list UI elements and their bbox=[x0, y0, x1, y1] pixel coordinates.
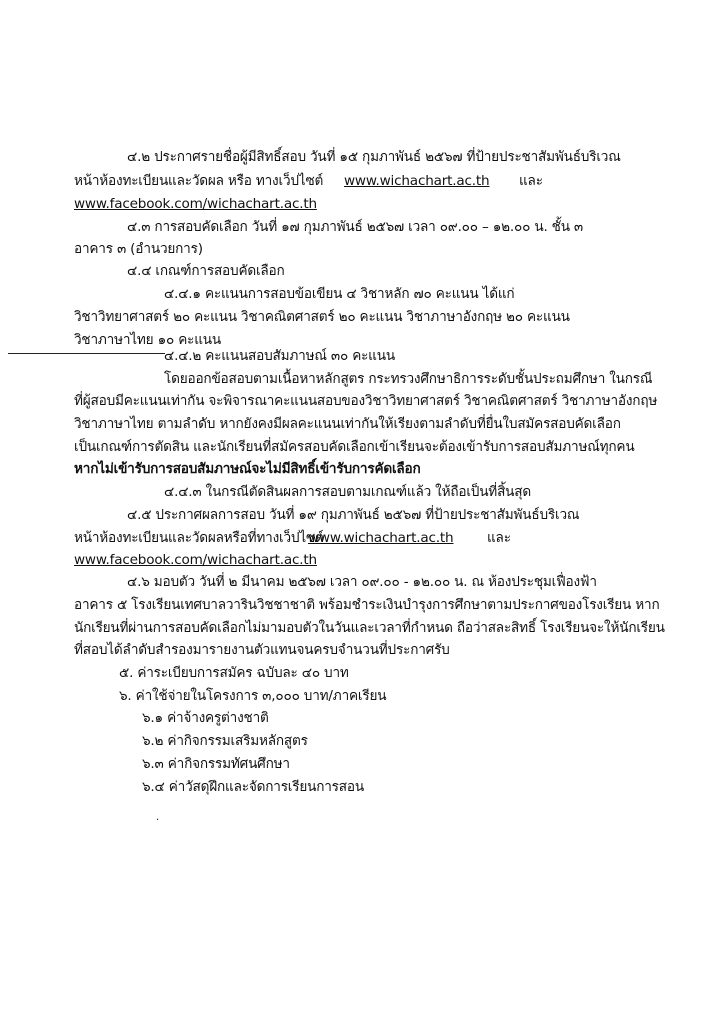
text-line: ๔.๒ ประกาศรายชื่อผู้มีสิทธิ์สอบ วันที่ ๑๕ กุมภาพันธ์ ๒๕๖๗ ที่ป้ายประชาสัมพันธ์บริเวณ bbox=[127, 149, 621, 165]
list-item: ๖.๓ ค่ากิจกรรมทัศนศึกษา bbox=[142, 756, 290, 772]
link-facebook[interactable]: www.facebook.com/wichachart.ac.th bbox=[74, 196, 317, 212]
text-line: และ bbox=[487, 530, 511, 546]
text-line: ที่สอบได้ลำดับสำรองมารายงานตัวแทนจนครบจำนวนที่ประกาศรับ bbox=[74, 642, 450, 658]
link-website[interactable]: www.wichachart.ac.th bbox=[308, 530, 454, 546]
text-line: ๔.๔.๓ ในกรณีตัดสินผลการสอบตามเกณฑ์แล้ว ให้ถือเป็นที่สิ้นสุด bbox=[164, 484, 531, 500]
text-line: ๔.๕ ประกาศผลการสอบ วันที่ ๑๙ กุมภาพันธ์ ๒๕๖๗ ที่ป้ายประชาสัมพันธ์บริเวณ bbox=[127, 507, 580, 523]
text-line: ที่ผู้สอบมีคะแนนเท่ากัน จะพิจารณาคะแนนสอบของวิชาวิทยาศาสตร์ วิชาคณิตศาสตร์ วิชาภาษาอังกฤษ bbox=[74, 393, 658, 409]
text-line: ๔.๓ การสอบคัดเลือก วันที่ ๑๗ กุมภาพันธ์ ๒๕๖๗ เวลา ๐๙.๐๐ – ๑๒.๐๐ น. ชั้น ๓ bbox=[127, 219, 584, 235]
list-item: ๖.๒ ค่ากิจกรรมเสริมหลักสูตร bbox=[142, 733, 308, 749]
text-line: อาคาร ๕ โรงเรียนเทศบาลวารินวิชชาชาติ พร้อมชำระเงินบำรุงการศึกษาตามประกาศของโรงเรียน หาก bbox=[74, 597, 660, 613]
text-line: นักเรียนที่ผ่านการสอบคัดเลือกไม่มามอบตัวในวันและเวลาที่กำหนด ถือว่าสละสิทธิ์ โรงเรียนจะให้นักเรียน bbox=[74, 620, 665, 636]
text-line: วิชาภาษาไทย ตามลำดับ หากยังคงมีผลคะแนนเท่ากันให้เรียงตามลำดับที่ยื่นใบสมัครสอบคัดเลือก bbox=[74, 416, 621, 432]
list-item: ๖.๔ ค่าวัสดุฝึกและจัดการเรียนการสอน bbox=[142, 779, 364, 795]
text-line: และ bbox=[519, 173, 543, 189]
text-line: หน้าห้องทะเบียนและวัดผล หรือ ทางเว็ปไซต์ bbox=[74, 173, 324, 189]
link-facebook[interactable]: www.facebook.com/wichachart.ac.th bbox=[74, 552, 317, 568]
text-line: หน้าห้องทะเบียนและวัดผลหรือที่ทางเว็ปไซต์ bbox=[74, 530, 324, 546]
section-heading: ๕. ค่าระเบียบการสมัคร ฉบับละ ๔๐ บาท bbox=[119, 665, 349, 681]
text-line: ๔.๔.๒ คะแนนสอบสัมภาษณ์ ๓๐ คะแนน bbox=[164, 348, 395, 364]
scan-speck: · bbox=[156, 815, 160, 826]
text-line: ๔.๖ มอบตัว วันที่ ๒ มีนาคม ๒๕๖๗ เวลา ๐๙.๐๐ - ๑๒.๐๐ น. ณ ห้องประชุมเฟื่องฟ้า bbox=[127, 574, 597, 590]
text-line: วิชาภาษาไทย ๑๐ คะแนน bbox=[74, 332, 221, 348]
text-line: ๔.๔.๑ คะแนนการสอบข้อเขียน ๔ วิชาหลัก ๗๐ คะแนน ได้แก่ bbox=[164, 286, 515, 302]
text-line-bold: หากไม่เข้ารับการสอบสัมภาษณ์จะไม่มีสิทธิ์เข้ารับการคัดเลือก bbox=[74, 461, 421, 477]
section-heading: ๔.๔ เกณฑ์การสอบคัดเลือก bbox=[127, 263, 285, 279]
list-item: ๖.๑ ค่าจ้างครูต่างชาติ bbox=[142, 710, 269, 726]
divider bbox=[8, 353, 165, 354]
link-website[interactable]: www.wichachart.ac.th bbox=[344, 173, 490, 189]
text-line: วิชาวิทยาศาสตร์ ๒๐ คะแนน วิชาคณิตศาสตร์ ๒๐ คะแนน วิชาภาษาอังกฤษ ๒๐ คะแนน bbox=[74, 309, 570, 325]
text-line: โดยออกข้อสอบตามเนื้อหาหลักสูตร กระทรวงศึกษาธิการระดับชั้นประถมศึกษา ในกรณี bbox=[164, 371, 653, 387]
text-line: อาคาร ๓ (อำนวยการ) bbox=[74, 241, 203, 257]
section-heading: ๖. ค่าใช้จ่ายในโครงการ ๓,๐๐๐ บาท/ภาคเรียน bbox=[119, 688, 387, 704]
text-line: เป็นเกณฑ์การตัดสิน และนักเรียนที่สมัครสอบคัดเลือกเข้าเรียนจะต้องเข้ารับการสอบสัมภาษณ์ทุกคน bbox=[74, 439, 635, 455]
